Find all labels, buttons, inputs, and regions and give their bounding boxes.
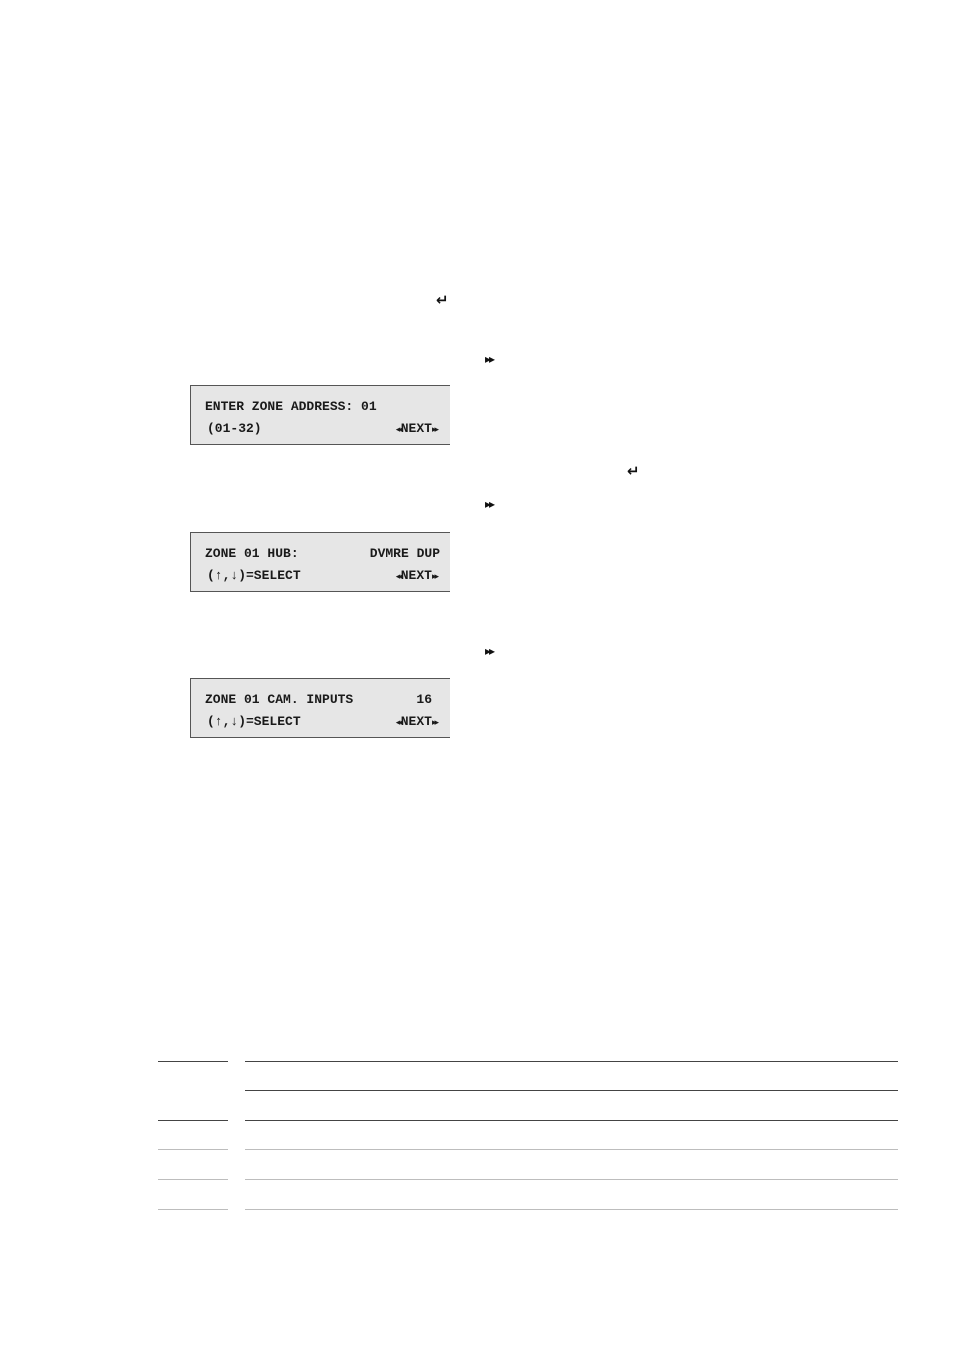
forward-arrows-icon: ▸▸ — [431, 425, 437, 435]
forward-arrows-icon: ▸▸ — [431, 718, 437, 728]
lcd-next-prompt — [396, 569, 437, 584]
lcd-line-1: ZONE 01 CAM. INPUTS — [205, 692, 354, 707]
lcd-line-1-value: 16 — [416, 692, 432, 707]
table-rule — [245, 1120, 898, 1121]
rewind-arrows-icon: ◂◂ — [395, 718, 401, 728]
lcd-line-1: ZONE 01 HUB: — [205, 546, 299, 561]
table-rule — [158, 1061, 228, 1062]
table-rule — [245, 1061, 898, 1062]
lcd-line-2: (01-32) — [207, 421, 262, 436]
lcd-line-1-value: DVMRE DUP — [369, 546, 440, 561]
fast-forward-icon: ▸▸ — [485, 644, 494, 658]
enter-key-icon: ↵ — [436, 291, 449, 309]
fast-forward-icon: ▸▸ — [485, 497, 494, 511]
table-rule — [158, 1179, 228, 1180]
forward-arrows-icon: ▸▸ — [431, 572, 437, 582]
table-rule — [158, 1120, 228, 1121]
lcd-line-1: ENTER ZONE ADDRESS: 01 — [205, 399, 377, 414]
next-label: NEXT — [400, 714, 432, 729]
table-rule — [245, 1149, 898, 1150]
table-rule — [158, 1149, 228, 1150]
next-label: NEXT — [400, 568, 432, 583]
fast-forward-icon: ▸▸ — [485, 352, 494, 366]
table-rule — [245, 1090, 898, 1091]
lcd-display-zone-hub — [190, 532, 450, 592]
table-rule — [245, 1209, 898, 1210]
next-label: NEXT — [400, 421, 432, 436]
lcd-display-zone-address — [190, 385, 450, 445]
lcd-line-2: (↑,↓)=SELECT — [207, 568, 301, 583]
table-rule — [245, 1179, 898, 1180]
rewind-arrows-icon: ◂◂ — [395, 572, 401, 582]
lcd-next-prompt — [396, 422, 437, 437]
lcd-display-cam-inputs — [190, 678, 450, 738]
enter-key-icon: ↵ — [627, 462, 640, 480]
lcd-next-prompt — [396, 715, 437, 730]
lcd-line-2: (↑,↓)=SELECT — [207, 714, 301, 729]
rewind-arrows-icon: ◂◂ — [395, 425, 401, 435]
table-rule — [158, 1209, 228, 1210]
